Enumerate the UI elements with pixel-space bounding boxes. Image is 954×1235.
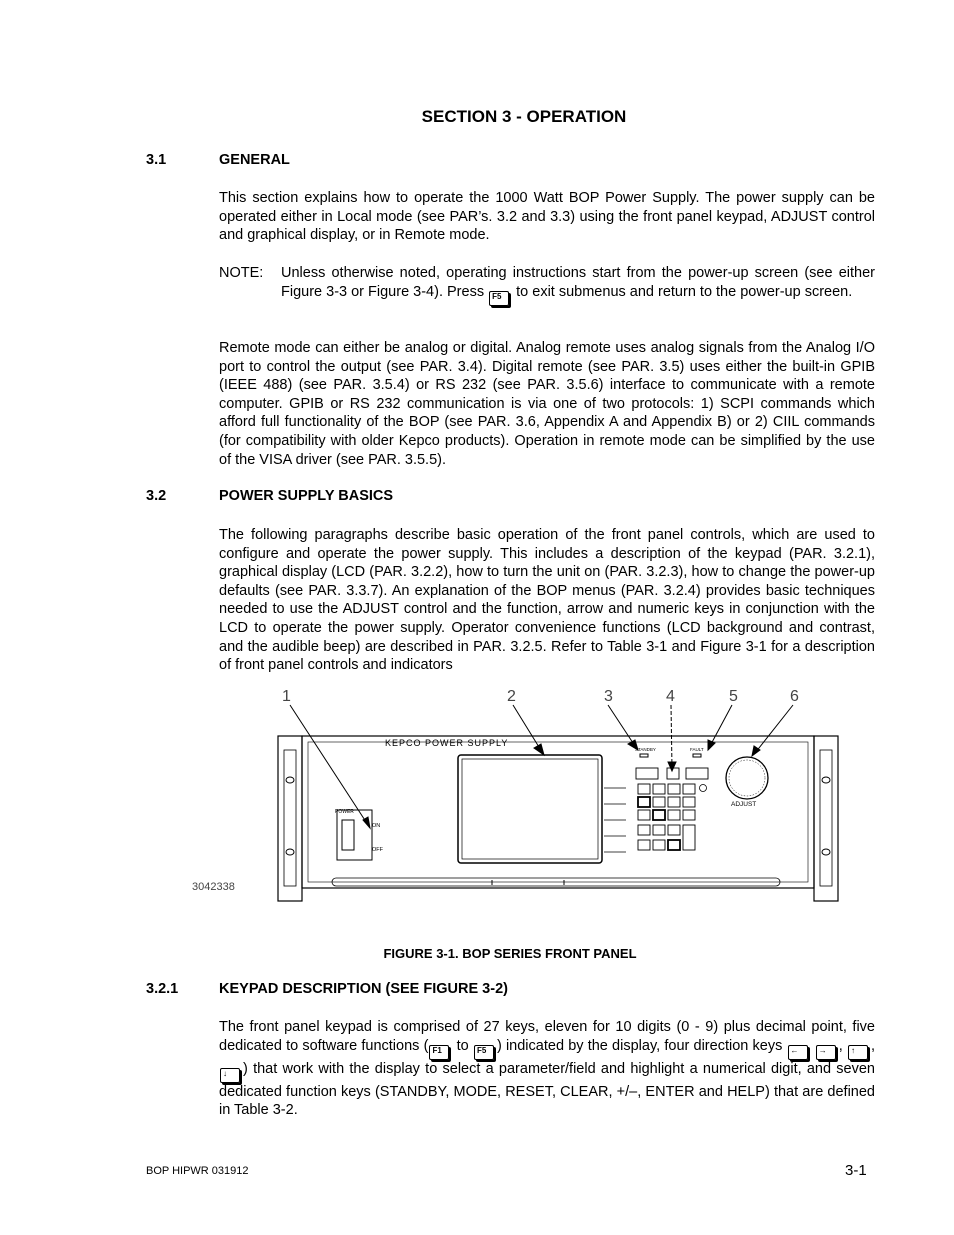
callout-6: 6 xyxy=(790,688,799,705)
f1-key-icon: F1 xyxy=(429,1045,449,1060)
fault-label: FAULT xyxy=(690,747,704,752)
left-arrow-key-icon: ← xyxy=(788,1045,808,1060)
heading-power-supply-basics: POWER SUPPLY BASICS xyxy=(219,488,394,504)
paragraph-basics: The following paragraphs describe basic operation of the front panel controls, which are used to configure and operate the power supply. This includes a description of the keypad (PAR. 3.2.1), graphical display (LCD (PAR. 3.2.2), how to turn the unit on (PAR. 3.2.3), how to change the power-up defaults (see PAR. 3.3.7). An explanation of the BOP menus (PAR. 3.2.4) provides basic techniques needed to use the ADJUST control and the function, arrow and numeric keys in conjunction with the LCD to operate the power supply. Operator convenience functions (LCD background and contrast, and the audible beep) are described in PAR. 3.2.5. Refer to Table 3-1 and Figure 3-1 for a description of front panel controls and indicators xyxy=(219,527,875,674)
callout-4: 4 xyxy=(666,688,675,705)
front-panel-figure xyxy=(180,680,850,910)
note-text-a: Unless otherwise noted, operating instructions start from the power-up screen (see either Figure 3-3 or Figure 3-4). Press xyxy=(281,265,875,300)
adjust-label: ADJUST xyxy=(731,801,757,808)
note-text-b: to exit submenus and return to the power-up screen. xyxy=(516,283,853,300)
heading-keypad-description: KEYPAD DESCRIPTION (SEE FIGURE 3-2) xyxy=(219,981,508,997)
paragraph-remote: Remote mode can either be analog or digital. Analog remote uses analog signals from the Analog I/O port to control the output (see PAR. 3.4). Digital remote (see PAR. 3.5) uses either the built-in GPIB (IEEE 488) (see PAR. 3.5.4) or RS 232 (see PAR. 3.5.6) interface to communicate with a remote computer. GPIB or RS 232 communication is via one of two protocols: 1) SCPI commands which afford full functionality of the BOP (see PAR. 3.6, Appendix A and Appendix B) or 2) CIIL commands (for compatibility with older Kepco products). Operation in remote mode can be simplified by the use of the VISA driver (see PAR. 3.5.5). xyxy=(219,340,875,468)
note-label: NOTE: xyxy=(219,265,264,281)
f5-key-icon: F5 xyxy=(489,291,509,306)
footer-page-number: 3-1 xyxy=(845,1162,867,1179)
right-arrow-key-icon: → xyxy=(816,1045,836,1060)
off-label: OFF xyxy=(372,847,383,853)
paragraph-intro: This section explains how to operate the 1000 Watt BOP Power Supply. The power supply can be operated either in Local mode (see PAR’s. 3.2 and 3.3) using the front panel keypad, ADJUST control and graphical display, or in Remote mode. xyxy=(219,190,875,244)
f5-key-icon: F5 xyxy=(474,1045,494,1060)
standby-label: STANDBY xyxy=(635,747,656,752)
callout-1: 1 xyxy=(282,688,291,705)
paragraph-keypad: The front panel keypad is comprised of 27 keys, eleven for 10 digits (0 - 9) plus decimal point, five dedicated to software functions ( F1 to F5 ) indicated by the display, four direction keys ← → , ↑ , ↓ ) that work with the display to select a parameter/field and highlight a numerical digit, and seven dedicated function keys (STANDBY, MODE, RESET, CLEAR, +/–, ENTER and HELP) that are defined in Table 3-2. xyxy=(219,1019,876,1119)
keypad-text-a: The front panel keypad is comprised of 27 keys, eleven for 10 digits (0 - 9) plus decimal point, five dedicated to software functions ( xyxy=(219,1019,875,1054)
down-arrow-key-icon: ↓ xyxy=(220,1068,240,1083)
callout-3: 3 xyxy=(604,688,613,705)
figure-caption: FIGURE 3-1. BOP SERIES FRONT PANEL xyxy=(383,946,637,961)
on-label: ON xyxy=(372,823,381,829)
heading-number: 3.2.1 xyxy=(146,981,179,997)
power-label: POWER xyxy=(335,809,354,815)
heading-number: 3.2 xyxy=(146,488,167,504)
up-arrow-key-icon: ↑ xyxy=(848,1045,868,1060)
heading-general: GENERAL xyxy=(219,152,290,168)
keypad-text-d: ) that work with the display to select a parameter/field and highlight a numerical digit, and seven dedicated function keys (STANDBY, MODE, RESET, CLEAR, +/–, ENTER and HELP) that are defined in Table 3-2. xyxy=(219,1060,875,1119)
note-text xyxy=(281,264,875,306)
callout-5: 5 xyxy=(729,688,738,705)
heading-number: 3.1 xyxy=(146,152,167,168)
drawing-number: 3042338 xyxy=(192,881,235,893)
callout-2: 2 xyxy=(507,688,516,705)
brand-label: KEPCO POWER SUPPLY xyxy=(385,738,509,748)
section-title: SECTION 3 - OPERATION xyxy=(421,107,627,126)
footer-document-id: BOP HIPWR 031912 xyxy=(146,1165,249,1177)
keypad-text-c: ) indicated by the display, four direction keys xyxy=(496,1037,783,1054)
keypad-text-b: to xyxy=(456,1037,469,1054)
